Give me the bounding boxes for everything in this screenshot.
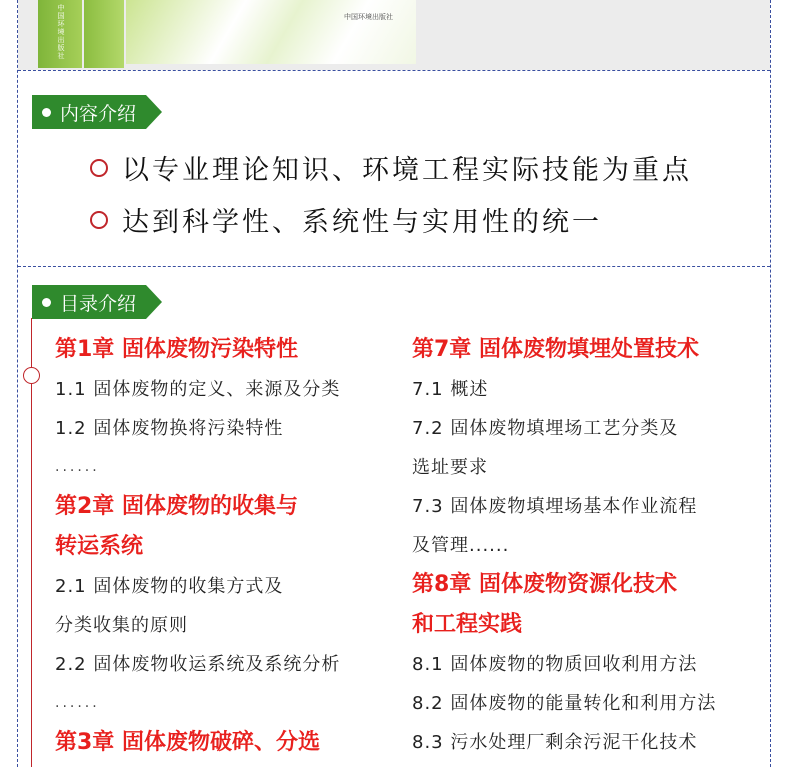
toc-right-column	[412, 330, 764, 762]
toc-tag-body	[32, 285, 146, 319]
toc-section-item: 及管理......	[412, 535, 510, 556]
toc-section-item: 8.3 污水处理厂剩余污泥干化技术	[412, 732, 698, 753]
intro-item	[90, 148, 692, 187]
toc-section-item: 8.1 固体废物的物质回收利用方法	[412, 654, 698, 675]
intro-item-text: 达到科学性、系统性与实用性的统一	[122, 207, 602, 238]
toc-chapter-heading: 第3章 固体废物破碎、分选	[55, 730, 320, 755]
toc-section-item: 1.1 固体废物的定义、来源及分类	[55, 379, 341, 400]
toc-ellipsis: ......	[55, 695, 100, 711]
toc-ellipsis: ......	[55, 459, 100, 475]
book-cover-image	[18, 0, 770, 70]
toc-section-item: 1.2 固体废物换将污染特性	[55, 418, 284, 439]
toc-section-item: 8.2 固体废物的能量转化和利用方法	[412, 693, 717, 714]
bullet-circle-icon	[90, 159, 108, 177]
toc-section-tag	[32, 285, 162, 319]
intro-title: 内容介绍	[60, 102, 137, 125]
toc-section-item: 2.1 固体废物的收集方式及	[55, 576, 284, 597]
tag-dot-icon	[42, 298, 51, 307]
toc-section-item: 2.2 固体废物收运系统及系统分析	[55, 654, 341, 675]
timeline-line	[31, 318, 32, 767]
book-publisher: 中国环境出版社	[344, 13, 393, 21]
section-divider	[18, 266, 770, 267]
toc-chapter-heading: 第2章 固体废物的收集与	[55, 494, 298, 519]
toc-chapter-heading: 第7章 固体废物填埋处置技术	[412, 337, 699, 362]
timeline-node-icon	[23, 367, 40, 384]
book-spine-text: 中国环境出版社	[57, 4, 65, 60]
tag-arrow-icon	[146, 95, 162, 129]
intro-item-text: 以专业理论知识、环境工程实际技能为重点	[122, 155, 692, 186]
toc-chapter-heading: 第1章 固体废物污染特性	[55, 337, 298, 362]
toc-chapter-heading: 第8章 固体废物资源化技术	[412, 572, 677, 597]
toc-chapter-heading: 转运系统	[55, 534, 144, 559]
toc-section-item: 分类收集的原则	[55, 615, 188, 636]
toc-left-column	[55, 330, 395, 763]
section-divider	[18, 70, 770, 71]
toc-section-item: 7.2 固体废物填埋场工艺分类及	[412, 418, 679, 439]
book-cover	[126, 0, 416, 64]
bullet-circle-icon	[90, 211, 108, 229]
toc-section-item: 7.1 概述	[412, 379, 489, 400]
tag-arrow-icon	[146, 285, 162, 319]
tag-dot-icon	[42, 108, 51, 117]
toc-chapter-heading: 和工程实践	[412, 612, 523, 637]
book-spine-second	[84, 0, 124, 68]
intro-section-tag	[32, 95, 162, 129]
intro-tag-body	[32, 95, 146, 129]
toc-section-item: 7.3 固体废物填埋场基本作业流程	[412, 496, 698, 517]
toc-title: 目录介绍	[60, 292, 137, 315]
toc-section-item: 选址要求	[412, 457, 488, 478]
intro-item	[90, 200, 602, 239]
